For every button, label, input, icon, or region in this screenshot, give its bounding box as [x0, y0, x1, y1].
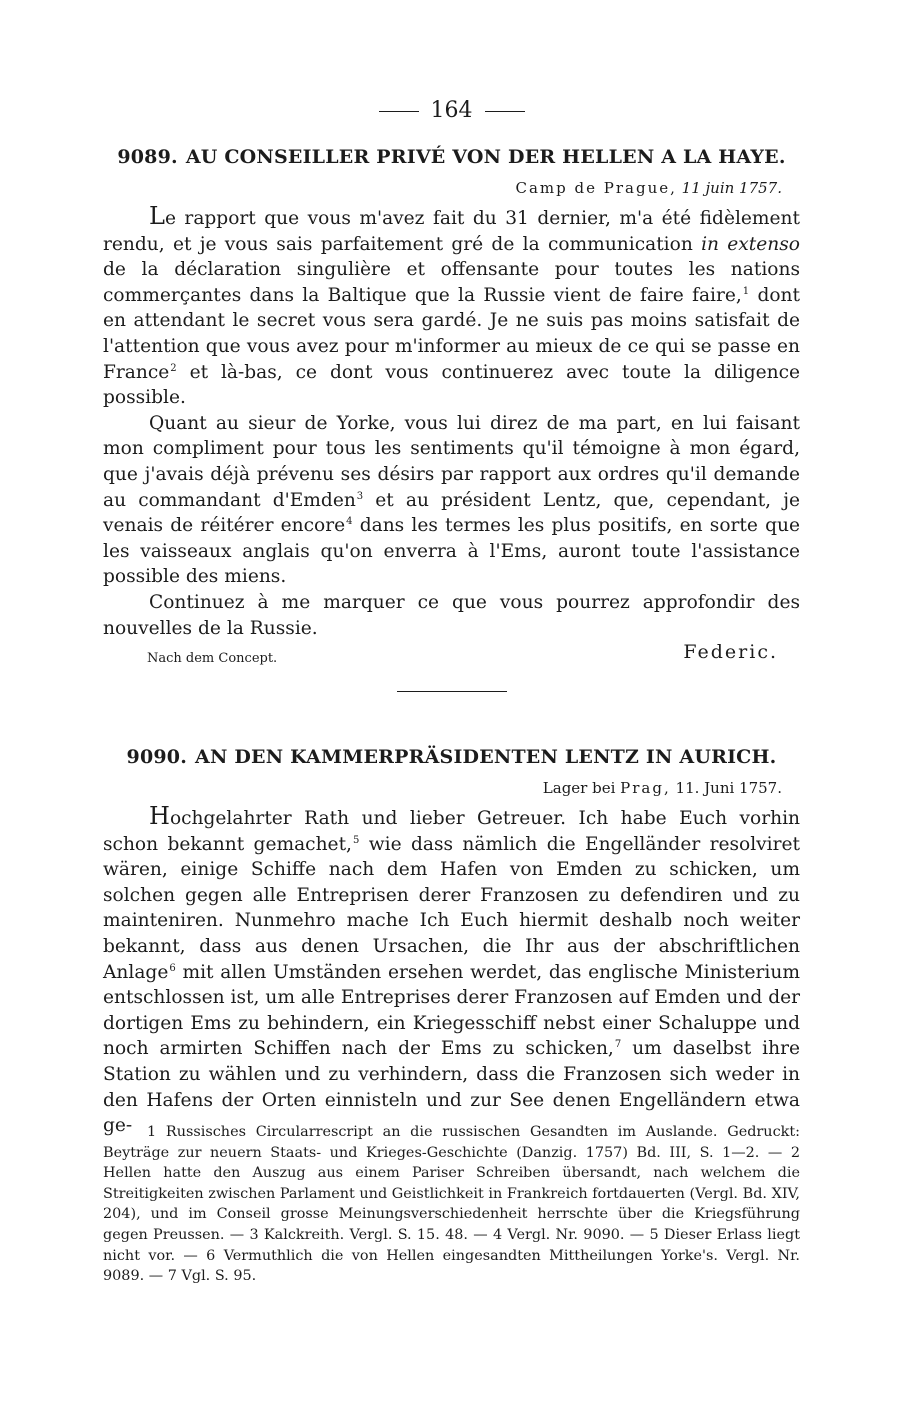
page-number-dash-left [379, 111, 419, 112]
section-divider [397, 691, 507, 692]
dateline-date: 11. Juni 1757. [675, 779, 782, 798]
source-note: Nach dem Concept. [147, 651, 278, 667]
footnote-ref[interactable]: 3 [356, 490, 364, 502]
footnote-ref[interactable]: 5 [352, 834, 360, 846]
dateline-place-prefix: Lager bei [542, 779, 621, 798]
text-run: de la déclaration singulière et offensante pour toutes les nations commerçantes dans la Baltique que la Russie vient de faire faire, [103, 259, 800, 306]
paragraph [103, 411, 800, 590]
dateline-place: Prag, [620, 779, 671, 798]
footnote-ref[interactable]: 2 [170, 362, 177, 374]
page [103, 96, 800, 1139]
dateline-date: 11 juin 1757. [681, 179, 782, 197]
footnote-ref[interactable]: 6 [169, 962, 176, 974]
text-run: dont en attendant le secret vous sera gardé. Je ne suis pas moins satisfait de l'attention que vous avez pour m'informer au mieux de ce qui se passe en France [103, 284, 800, 383]
text-run: dans les termes les plus positifs, en sorte que les vaisseaux anglais qu'on enverra à l'Ems, auront toute l'assistance possible des miens. [103, 515, 800, 588]
footnote-ref[interactable]: 1 [742, 285, 750, 297]
paragraph [103, 804, 800, 1139]
paragraph [103, 204, 800, 411]
letter-title: AU CONSEILLER PRIVÉ VON DER HELLEN A LA HAYE. [185, 146, 786, 168]
letter-title: AN DEN KAMMERPRÄSIDENTEN LENTZ IN AURICH. [195, 746, 777, 769]
initial-letter: L [149, 202, 165, 230]
page-number-dash-right [485, 111, 525, 112]
italic-text: in extenso [701, 233, 800, 255]
letter-number: 9089. [117, 146, 178, 168]
letter-number: 9090. [126, 746, 188, 769]
text-run: ochgelahrter Rath und lieber Getreuer. Ich habe Euch vorhin schon bekannt gemachet, [103, 808, 800, 855]
footnotes [103, 1122, 800, 1287]
letter-9090 [103, 744, 800, 1139]
footnote-text: 1 Russisches Circularrescript an die russischen Gesandten im Auslande. Gedruckt: Beyträge zur neuern Staats- und Krieges-Geschichte (Danzig. 1757) Bd. III, S. 1—2. — 2 Hellen hatte den Auszug aus einem Pariser Schreiben übersandt, nach welchem die Streitigkeiten zwischen Parlament und Geistlichkeit in Frankreich fortdauerten (Vergl. Bd. XIV, 204), und im Conseil grosse Meinungsverschiedenheit herrschte über die Kriegsführung gegen Preussen. — 3 Kalckreith. Vergl. S. 15. 48. — 4 Vergl. Nr. 9090. — 5 Dieser Erlass liegt nicht vor. — 6 Vermuthlich die von Hellen eingesandten Mittheilungen Yorke's. Vergl. Nr. 9089. — 7 Vgl. S. 95. [103, 1124, 800, 1285]
page-number-row [103, 96, 800, 126]
initial-letter: H [149, 802, 170, 831]
text-run: e rapport que vous m'avez fait du 31 dernier, m'a été fidèlement rendu, et je vous sais parfaitement gré de la communication [103, 208, 800, 255]
signature-row [103, 641, 800, 673]
text-run: mit allen Umständen ersehen werdet, das englische Ministerium entschlossen ist, um alle Entreprises derer Franzosen auf Emden und der dortigen Ems zu behindern, ein Kriegesschiff nebst einer Schaluppe und noch armirten Schiffen nach der Ems zu schicken, [103, 961, 800, 1060]
text-run: Quant au sieur de Yorke, vous lui direz de ma part, en lui faisant mon compliment pour tous les sentiments qu'il témoigne à mon égard, que j'avais déjà prévenu ses désirs par rapport aux ordres qu'il demande au commandant d'Emden [103, 412, 800, 511]
letter-9089 [103, 144, 800, 692]
dateline-place: Camp de Prague, [515, 179, 677, 197]
paragraph: Continuez à me marquer ce que vous pourrez approfondir des nouvelles de la Russie. [103, 591, 800, 639]
signature: Federic. [683, 641, 778, 664]
dateline [103, 776, 800, 800]
text-run: wie dass nämlich die Engelländer resolviret wären, einige Schiffe nach dem Hafen von Emden zu schicken, um solchen gegen alle Entreprisen derer Franzosen zu defendiren und zu mainteniren. Nunmehro mache Ich Euch hiermit deshalb noch weiter bekannt, dass aus denen Ursachen, die Ihr aus der abschriftlichen Anlage [103, 833, 800, 983]
letter-heading [103, 144, 800, 170]
dateline [103, 176, 800, 200]
text-run: et là-bas, ce dont vous continuerez avec toute la diligence possible. [103, 361, 800, 409]
footnote-ref[interactable]: 4 [346, 516, 353, 528]
page-number: 164 [430, 98, 473, 123]
footnote-ref[interactable]: 7 [614, 1039, 622, 1051]
text-run: um daselbst ihre Station zu wählen und zu verhindern, dass die Franzosen sich weder in den Hafens der Orten einnisteln und zur See denen Engelländern etwa ge- [103, 1038, 800, 1137]
letter-heading [103, 744, 800, 770]
text-run: et au président Lentz, que, cependant, je venais de réitérer encore [103, 489, 800, 537]
